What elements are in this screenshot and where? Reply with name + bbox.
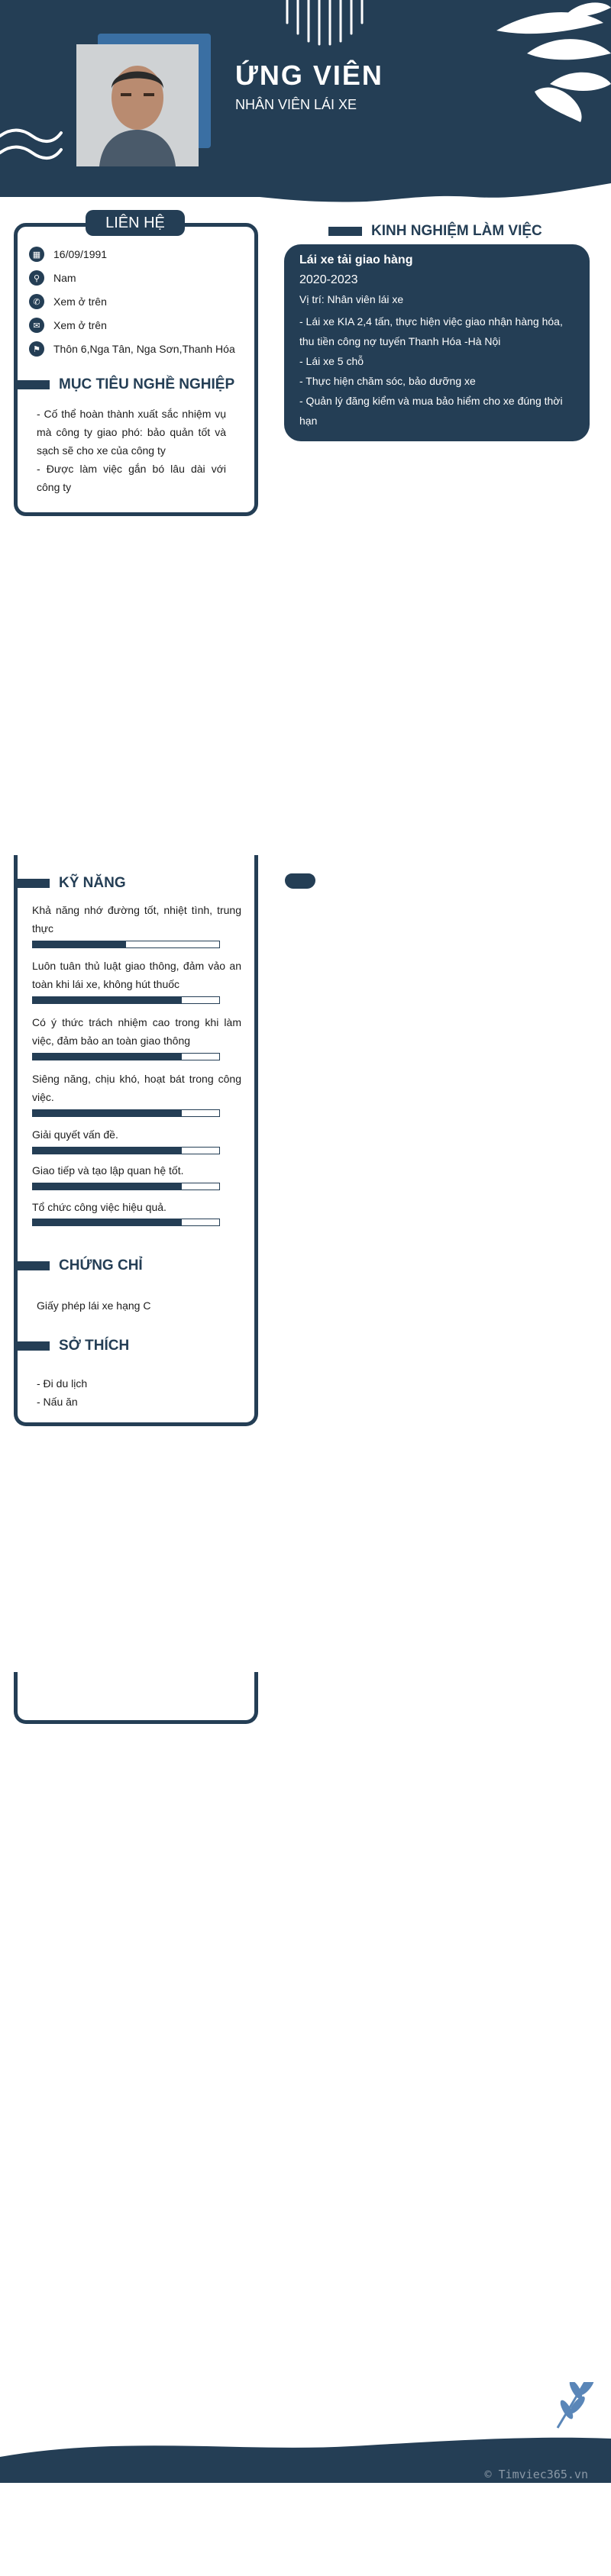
avatar (76, 44, 199, 166)
career-objective-heading: MỤC TIÊU NGHỀ NGHIỆP (18, 376, 234, 393)
experience-details: - Lái xe KIA 2,4 tấn, thực hiện việc giao nhận hàng hóa, thu tiền công nợ tuyến Thanh Hóa -Hà Nội - Lái xe 5 chỗ - Thực hiện chăm sóc, bảo dưỡng xe - Quản lý đăng kiểm và mua bảo hiểm cho xe đúng thời hạn (299, 315, 563, 427)
job-title: NHÂN VIÊN LÁI XE (235, 97, 357, 112)
email-icon: ✉ (29, 318, 44, 333)
experience-period: 2020-2023 (299, 273, 358, 286)
hobby-item: - Đi du lịch (37, 1377, 88, 1390)
experience-card (284, 244, 590, 441)
skill-name: Giao tiếp và tạo lập quan hệ tốt. (32, 1164, 184, 1177)
gender-icon: ⚲ (29, 270, 44, 286)
contact-phone: ✆ Xem ở trên (29, 294, 107, 309)
experience-role: Vị trí: Nhân viên lái xe (299, 293, 404, 305)
contact-address: ⚑ Thôn 6,Nga Tân, Nga Sơn,Thanh Hóa (29, 341, 235, 357)
skill-bar (32, 1053, 220, 1060)
hobby-item: - Nấu ăn (37, 1396, 78, 1408)
skill-bar (32, 1183, 220, 1190)
skill-name: Siêng năng, chịu khó, hoạt bát trong công việc. (32, 1073, 241, 1103)
candidate-name: ỨNG VIÊN (235, 60, 383, 91)
skill-bar (32, 996, 220, 1004)
location-icon: ⚑ (29, 341, 44, 357)
certificates-heading: CHỨNG CHỈ (18, 1257, 143, 1274)
hobbies-heading: SỞ THÍCH (18, 1338, 129, 1354)
career-objective-text: - Cố thể hoàn thành xuất sắc nhiệm vụ mà công ty giao phó: bảo quản tốt và sạch sẽ cho xe của công ty - Được làm việc gắn bó lâu dài với công ty (37, 408, 226, 493)
experience-heading: KINH NGHIỆM LÀM VIỆC (328, 223, 542, 240)
skill-bar (32, 941, 220, 948)
experience-company: Lái xe tải giao hàng (299, 253, 413, 266)
decorative-pill (285, 873, 315, 889)
header-banner (0, 0, 611, 206)
contact-tab: LIÊN HỆ (86, 210, 185, 236)
leaf-sprig-icon (558, 2382, 605, 2428)
watermark: © Timviec365.vn (484, 2468, 588, 2481)
skill-bar (32, 1147, 220, 1154)
phone-icon: ✆ (29, 294, 44, 309)
calendar-icon: ▦ (29, 247, 44, 262)
certificate-item: Giấy phép lái xe hạng C (37, 1299, 151, 1312)
skill-name: Luôn tuân thủ luật giao thông, đảm vảo an toàn khi lái xe, không hút thuốc (32, 960, 241, 990)
skill-name: Tổ chức công việc hiệu quả. (32, 1201, 166, 1213)
hobbies-list (37, 1374, 235, 1411)
skills-heading: KỸ NĂNG (18, 875, 126, 892)
skill-name: Giải quyết vấn đề. (32, 1128, 118, 1141)
skill-bar (32, 1219, 220, 1226)
contact-email: ✉ Xem ở trên (29, 318, 107, 333)
contact-birthdate: ▦ 16/09/1991 (29, 247, 107, 262)
left-column-end (14, 1672, 258, 1724)
contact-gender: ⚲ Nam (29, 270, 76, 286)
skill-bar (32, 1109, 220, 1117)
skill-name: Khả năng nhớ đường tốt, nhiệt tình, trung thực (32, 904, 241, 935)
skill-name: Có ý thức trách nhiệm cao trong khi làm việc, đảm bảo an toàn giao thông (32, 1016, 241, 1047)
